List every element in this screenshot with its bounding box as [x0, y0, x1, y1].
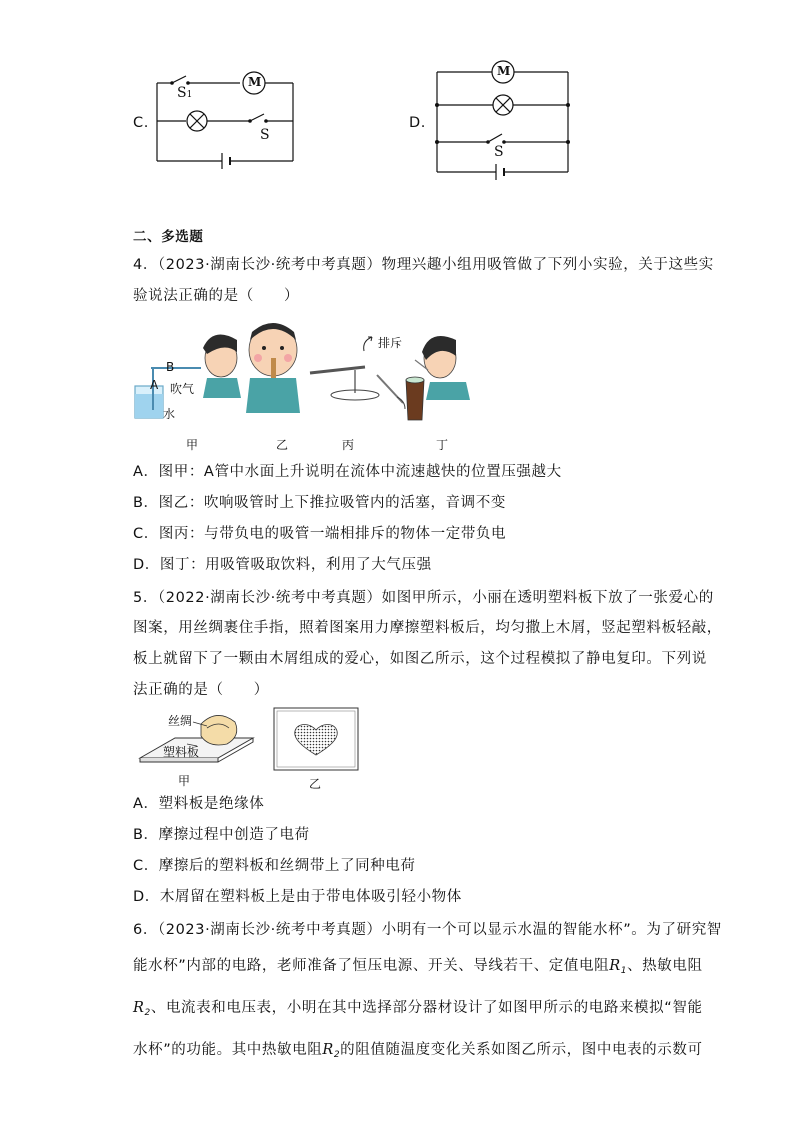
- circuit-c-diagram: [150, 68, 300, 168]
- q5-option-c: C．摩擦后的塑料板和丝绸带上了同种电荷: [133, 858, 416, 874]
- q4-figure-yi: [240, 318, 310, 418]
- q4-figure-jia: [133, 318, 243, 428]
- option-c-label: C.: [133, 115, 149, 131]
- repel-arrow-icon: [360, 335, 380, 353]
- label-blow: 吹气: [170, 382, 195, 396]
- label-repel: 排斥: [378, 336, 403, 350]
- motor-label-d: M: [497, 64, 511, 78]
- label-board: 塑料板: [163, 745, 200, 759]
- switch-s-label-c: S: [260, 127, 270, 143]
- switch-s1-label: S1: [177, 85, 193, 101]
- caption-jia: 甲: [186, 438, 199, 452]
- q5-stem-line1: 5．（2022·湖南长沙·统考中考真题）如图甲所示，小丽在透明塑料板下放了一张爱心的: [133, 590, 714, 606]
- motor-label-c: M: [248, 75, 262, 89]
- circuit-d-diagram: [430, 60, 580, 180]
- caption-bing: 丙: [342, 438, 355, 452]
- q5-option-a: A．塑料板是绝缘体: [133, 796, 265, 812]
- q4-figure-ding: [400, 322, 470, 422]
- q5-figure-jia: [135, 706, 260, 771]
- q4-option-d: D．图丁：用吸管吸取饮料，利用了大气压强: [133, 557, 432, 573]
- label-a: A: [150, 378, 159, 392]
- q4-option-a: A．图甲：A管中水面上升说明在流体中流速越快的位置压强越大: [133, 464, 562, 480]
- caption-q5-jia: 甲: [178, 774, 191, 788]
- caption-ding: 丁: [436, 438, 449, 452]
- label-b: B: [166, 360, 175, 374]
- q5-stem-line4: 法正确的是（ ）: [133, 682, 269, 698]
- q4-figure-bing: [305, 355, 415, 415]
- q4-option-c: C．图丙：与带负电的吸管一端相排斥的物体一定带负电: [133, 526, 507, 542]
- q4-stem-line2: 验说法正确的是（ ）: [133, 288, 300, 304]
- switch-s-label-d: S: [494, 144, 504, 160]
- label-silk: 丝绸: [168, 714, 193, 728]
- q5-option-d: D．木屑留在塑料板上是由于带电体吸引轻小物体: [133, 889, 462, 905]
- label-water: 水: [163, 407, 176, 421]
- caption-yi: 乙: [276, 438, 289, 452]
- q6-stem-line2: 能水杯”内部的电路，老师准备了恒压电源、开关、导线若干、定值电阻$R_1$、热敏电阻: [133, 958, 703, 976]
- q6-stem-line3: $R_2$、电流表和电压表，小明在其中选择部分器材设计了如图甲所示的电路来模拟“智能: [133, 1000, 703, 1018]
- caption-q5-yi: 乙: [309, 777, 322, 791]
- q5-stem-line2: 图案，用丝绸裹住手指，照着图案用力摩擦塑料板后，均匀撒上木屑，竖起塑料板轻敲，: [133, 620, 722, 636]
- q5-option-b: B．摩擦过程中创造了电荷: [133, 827, 310, 843]
- q4-stem-line1: 4．（2023·湖南长沙·统考中考真题）物理兴趣小组用吸管做了下列小实验，关于这些实: [133, 257, 714, 273]
- section-title: 二、多选题: [133, 229, 204, 245]
- q6-stem-line4: 水杯”的功能。其中热敏电阻$R_2$的阻值随温度变化关系如图乙所示，图中电表的示数可: [133, 1042, 703, 1060]
- option-d-label: D.: [409, 115, 426, 131]
- q5-stem-line3: 板上就留下了一颗由木屑组成的爱心，如图乙所示，这个过程模拟了静电复印。下列说: [133, 651, 707, 667]
- q4-option-b: B．图乙：吹响吸管时上下推拉吸管内的活塞，音调不变: [133, 495, 506, 511]
- q6-stem-line1: 6．（2023·湖南长沙·统考中考真题）小明有一个可以显示水温的智能水杯”。为了研究智: [133, 922, 722, 938]
- q5-figure-yi: [273, 707, 359, 771]
